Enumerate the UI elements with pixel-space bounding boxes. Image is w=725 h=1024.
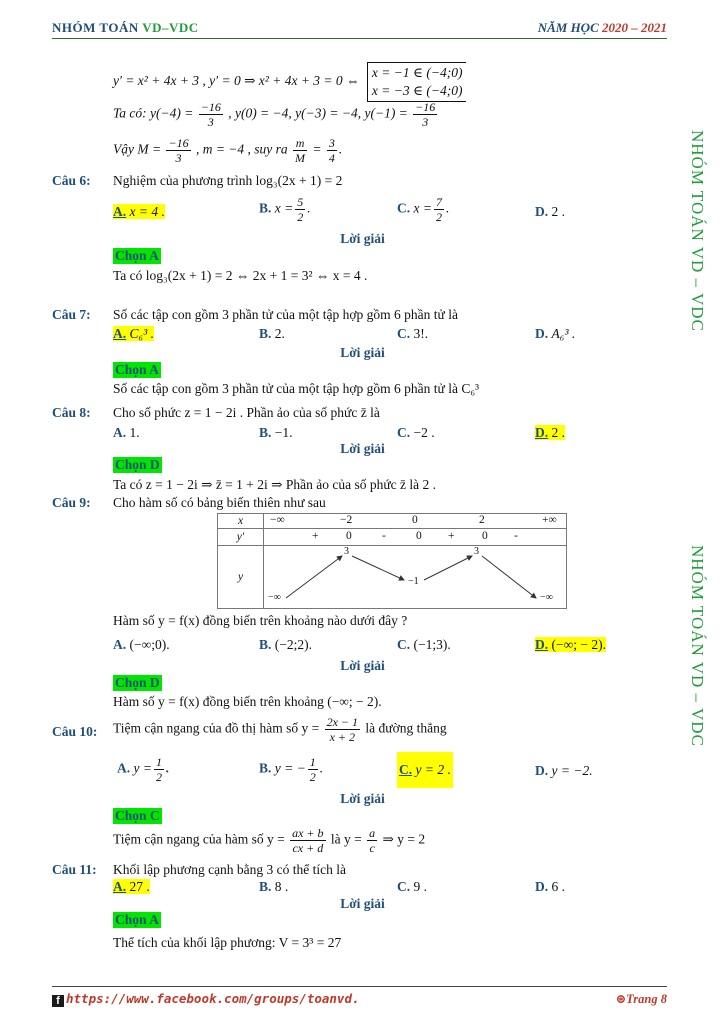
- vt-y-row: [264, 546, 567, 609]
- intro-conclusion-line: Vậy M = $\frac{-16}{3}$ , m = −4 , suy ra $\frac{m}{M}$ = $\frac{3}{4}$ .: [113, 136, 343, 165]
- option-letter: C.: [397, 425, 411, 440]
- q8-text: Cho số phức z = 1 − 2i . Phần ảo của số phức z̄ là: [113, 405, 380, 420]
- vt-y-1: −∞: [268, 592, 281, 603]
- q7-text: Số các tập con gồm 3 phần tử của một tập hợp gồm 6 phần tử là: [113, 307, 458, 322]
- vt-sign-3: -: [382, 530, 386, 542]
- fraction-numerator: m: [293, 136, 307, 151]
- q8-answer-badge: Chọn D: [115, 457, 160, 472]
- intro-values-text-b: , y(0) = −4, y(−3) = −4, y(−1) =: [228, 105, 408, 121]
- q8-option-d[interactable]: [535, 425, 565, 441]
- q10-function-fraction: [325, 715, 360, 744]
- vt-x-1: −∞: [270, 514, 285, 526]
- intro-ratio-value: [327, 136, 337, 165]
- q10-answer-badge: Chọn C: [115, 808, 160, 823]
- option-text: −2 .: [413, 425, 435, 440]
- option-text: 8 .: [274, 879, 289, 894]
- q9-prompt: Hàm số y = f(x) đồng biến trên khoảng nào dưới đây ?: [113, 613, 408, 628]
- vt-arrow-down-1: [352, 556, 404, 580]
- variation-table: [217, 513, 567, 609]
- q9-option-c[interactable]: [397, 637, 451, 653]
- vt-sign-1: +: [312, 530, 319, 542]
- q11-answer-badge: Chọn A: [115, 912, 159, 927]
- q9-solution-heading: Lời giải: [340, 658, 385, 673]
- intro-conclusion-text-a: Vậy M =: [113, 141, 162, 157]
- footer-page-number: [616, 991, 667, 1007]
- q7-option-b[interactable]: [259, 326, 285, 342]
- fraction-denominator: 2: [435, 210, 442, 224]
- option-letter: C.: [397, 879, 411, 894]
- header-left-text: NHÓM TOÁN: [52, 20, 143, 35]
- vt-x-3: 0: [412, 514, 418, 526]
- option-text: (−2;2).: [274, 637, 312, 652]
- option-letter: D.: [535, 204, 549, 219]
- q8-option-c[interactable]: [397, 425, 435, 441]
- q9-answer-badge: Chọn D: [115, 675, 160, 690]
- vt-x-label: x: [218, 514, 264, 529]
- q6-option-c[interactable]: C. x = $\frac{7}{2}$ .: [397, 195, 450, 224]
- option-letter: A.: [113, 204, 127, 219]
- fraction-numerator: 1: [309, 755, 316, 769]
- option-letter: A.: [117, 760, 131, 776]
- q6-label: Câu 6:: [52, 173, 91, 188]
- vt-y-4: 3: [474, 546, 479, 557]
- intro-derivative-line: [113, 62, 466, 102]
- q8-label: Câu 8:: [52, 405, 91, 420]
- option-letter: B.: [259, 637, 272, 652]
- intro-values-line: [113, 100, 439, 129]
- q6-option-b[interactable]: B. x = $\frac{5}{2}$ .: [259, 195, 311, 224]
- q10-text-a: Tiệm cận ngang của đồ thị hàm số y =: [113, 720, 320, 736]
- option-letter: C.: [397, 637, 411, 652]
- vt-y-label: y: [218, 546, 264, 609]
- header-right-text: NĂM HỌC: [537, 20, 602, 35]
- option-text: y = 2 .: [415, 762, 451, 777]
- q11-option-c[interactable]: [397, 879, 427, 895]
- q8-solution-text: Ta có z = 1 − 2i ⇒ z̄ = 1 + 2i ⇒ Phần ảo của số phức z̄ là 2 .: [113, 477, 436, 492]
- fraction-denominator: c: [369, 841, 375, 855]
- option-text: 27 .: [129, 879, 150, 894]
- option-letter: B.: [259, 879, 272, 894]
- intro-system-root1: x = −1 ∈ (−4;0): [371, 65, 463, 80]
- vt-x-4: 2: [479, 514, 485, 526]
- footer-facebook-link[interactable]: [52, 991, 360, 1007]
- option-text: 1.: [129, 425, 140, 440]
- vt-y-5: −∞: [540, 592, 553, 603]
- option-fraction: [295, 195, 305, 224]
- q6-option-a[interactable]: [113, 204, 165, 220]
- q6-answer-badge: Chọn A: [115, 248, 159, 263]
- option-fraction: [154, 755, 164, 784]
- fraction-denominator: 3: [422, 115, 429, 129]
- option-text: (−∞; − 2).: [551, 637, 606, 652]
- fraction-denominator: cx + d: [292, 841, 324, 855]
- q11-label: Câu 11:: [52, 862, 97, 877]
- q11-option-d[interactable]: [535, 879, 565, 895]
- q9-option-b[interactable]: [259, 637, 312, 653]
- fraction-numerator: −16: [415, 100, 436, 114]
- q10-sol-fraction: [290, 826, 325, 855]
- option-text: 2.: [274, 326, 285, 341]
- intro-system-bracket: [367, 62, 467, 102]
- q11-solution-text: Thể tích của khối lập phương: V = 3³ = 27: [113, 935, 342, 950]
- q11-option-b[interactable]: [259, 879, 288, 895]
- fraction-denominator: 3: [175, 151, 182, 165]
- header-school-year: [538, 20, 667, 36]
- vt-arrow-up-2: [424, 556, 472, 580]
- q10-sol-text-b: là y =: [330, 831, 362, 847]
- option-fraction: [308, 755, 318, 784]
- q10-option-c[interactable]: [397, 752, 453, 788]
- vt-y-3: −1: [408, 576, 419, 587]
- q9-text: Cho hàm số có bảng biến thiên như sau: [113, 495, 326, 510]
- q9-solution-text: Hàm số y = f(x) đồng biến trên khoảng (−∞; − 2).: [113, 694, 382, 709]
- option-text: y = −2.: [551, 763, 593, 778]
- footer-link-text: https://www.facebook.com/groups/toanvd.: [66, 991, 360, 1006]
- fraction-denominator: x + 2: [329, 730, 356, 744]
- fraction-numerator: 5: [297, 195, 304, 209]
- q7-solution-heading: Lời giải: [340, 345, 385, 360]
- q7-solution-text: Số các tập con gồm 3 phần tử của một tập hợp gồm 6 phần tử là C₆³: [113, 381, 480, 396]
- intro-conclusion-text-b: , m = −4 , suy ra: [195, 141, 288, 157]
- q10-solution-text: [113, 826, 425, 855]
- vt-arrow-up-1: [286, 556, 342, 598]
- vt-arrow-down-2: [482, 556, 536, 598]
- q9-option-d[interactable]: [535, 637, 606, 653]
- q7-option-c[interactable]: [397, 326, 428, 342]
- q6-text: Nghiệm của phương trình log₃(2x + 1) = 2: [113, 173, 343, 188]
- option-letter: B.: [259, 425, 272, 440]
- q10-option-d[interactable]: [535, 763, 593, 779]
- q11-solution-heading: Lời giải: [340, 896, 385, 911]
- q6-option-d[interactable]: [535, 204, 565, 220]
- intro-ratio: [293, 136, 307, 165]
- vt-x-row: [264, 514, 567, 529]
- page-icon: ⊛: [615, 992, 627, 1006]
- page-header: [52, 18, 667, 39]
- vt-sign-4: 0: [416, 530, 422, 542]
- q10-sol-text-a: Tiệm cận ngang của hàm số y =: [113, 831, 285, 847]
- vt-sign-5: +: [448, 530, 455, 542]
- header-group-name: [52, 20, 199, 36]
- intro-fraction-3: [166, 136, 190, 165]
- option-letter: A.: [113, 637, 127, 652]
- intro-ratio-equals: =: [312, 141, 322, 157]
- vt-y-2: 3: [344, 546, 349, 557]
- fraction-denominator: 2: [155, 770, 162, 784]
- fraction-numerator: 1: [155, 755, 162, 769]
- q7-option-a[interactable]: [113, 326, 154, 342]
- q11-option-a[interactable]: [113, 879, 150, 895]
- option-letter: D.: [535, 879, 549, 894]
- header-right-year: 2020 – 2021: [602, 20, 667, 35]
- fraction-numerator: ax + b: [292, 826, 324, 840]
- q6-solution-heading: Lời giải: [340, 231, 385, 246]
- option-fraction: [434, 195, 444, 224]
- q8-option-b[interactable]: [259, 425, 293, 441]
- intro-derivative-text: y′ = x² + 4x + 3 , y′ = 0 ⇒ x² + 4x + 3 = 0 ⇔: [113, 73, 360, 89]
- q10-option-b[interactable]: B. y = − $\frac{1}{2}$ .: [259, 755, 324, 784]
- q10-text: [113, 715, 447, 744]
- q11-text: Khối lập phương cạnh bằng 3 có thể tích là: [113, 862, 347, 877]
- fraction-denominator: 2: [309, 770, 316, 784]
- facebook-icon: f: [52, 995, 64, 1007]
- fraction-numerator: −16: [168, 136, 189, 150]
- fraction-numerator: −16: [200, 100, 221, 114]
- footer-page-text: Trang 8: [626, 992, 667, 1006]
- fraction-denominator: 3: [207, 115, 214, 129]
- q6-solution-text: Ta có log₃(2x + 1) = 2 ⇔ 2x + 1 = 3² ⇔ x = 4 .: [113, 268, 368, 283]
- fraction-denominator: M: [295, 151, 306, 165]
- q9-label: Câu 9:: [52, 495, 91, 510]
- q10-text-b: là đường thẳng: [365, 720, 447, 736]
- option-letter: A.: [113, 326, 127, 341]
- q7-answer-badge: Chọn A: [115, 362, 159, 377]
- option-text: (−1;3).: [413, 637, 451, 652]
- option-text: 2 .: [551, 204, 565, 219]
- q7-option-d[interactable]: [535, 326, 575, 342]
- option-letter: C.: [397, 326, 411, 341]
- vt-yp-row: [264, 529, 567, 546]
- option-letter: B.: [259, 326, 272, 341]
- vt-x-5: +∞: [542, 514, 557, 526]
- option-text: x =: [274, 200, 294, 216]
- fraction-denominator: 4: [328, 151, 335, 165]
- option-letter: A.: [113, 879, 127, 894]
- option-text: x =: [413, 200, 432, 216]
- vt-x-2: −2: [340, 514, 353, 526]
- option-text: y = −: [274, 760, 306, 776]
- option-letter: D.: [535, 326, 549, 341]
- intro-system-root2: x = −3 ∈ (−4;0): [371, 83, 463, 98]
- option-text: (−∞;0).: [129, 637, 170, 652]
- option-text: x = 4 .: [129, 204, 165, 219]
- intro-values-text-a: Ta có: y(−4) =: [113, 105, 194, 121]
- vt-sign-7: -: [514, 530, 518, 542]
- q7-label: Câu 7:: [52, 307, 91, 322]
- option-text: 6 .: [551, 879, 565, 894]
- option-letter: C.: [397, 200, 411, 216]
- q8-solution-heading: Lời giải: [340, 441, 385, 456]
- q10-sol-text-c: ⇒ y = 2: [382, 831, 426, 847]
- side-watermark-top: NHÓM TOÁN VD – VDC: [688, 130, 707, 332]
- option-letter: C.: [399, 762, 413, 777]
- vt-sign-6: 0: [482, 530, 488, 542]
- option-text: 9 .: [413, 879, 427, 894]
- fraction-numerator: 3: [328, 136, 335, 150]
- q8-option-a[interactable]: [113, 425, 140, 441]
- option-letter: B.: [259, 200, 272, 216]
- option-letter: D.: [535, 763, 549, 778]
- q10-option-a[interactable]: A. y = $\frac{1}{2}$ .: [117, 755, 170, 784]
- page-footer: [52, 986, 667, 1007]
- option-letter: D.: [535, 637, 549, 652]
- side-watermark-bottom: NHÓM TOÁN VD – VDC: [688, 545, 707, 747]
- vt-yp-label: y′: [218, 529, 264, 546]
- option-letter: B.: [259, 760, 272, 776]
- option-letter: A.: [113, 425, 127, 440]
- intro-fraction-2: [413, 100, 437, 129]
- fraction-denominator: 2: [297, 210, 304, 224]
- q10-solution-heading: Lời giải: [340, 791, 385, 806]
- vt-sign-2: 0: [346, 530, 352, 542]
- header-left-brand: VD–VDC: [142, 20, 199, 35]
- fraction-numerator: 7: [435, 195, 442, 209]
- option-text: 3!.: [413, 326, 429, 341]
- intro-fraction-1: [199, 100, 223, 129]
- option-text: 2 .: [551, 425, 565, 440]
- option-text: A₆³ .: [551, 326, 576, 341]
- option-letter: D.: [535, 425, 549, 440]
- option-text: C₆³ .: [129, 326, 154, 341]
- fraction-numerator: 2x − 1: [326, 715, 359, 729]
- fraction-numerator: a: [369, 826, 376, 840]
- q9-option-a[interactable]: [113, 637, 170, 653]
- option-text: −1.: [274, 425, 293, 440]
- q10-label: Câu 10:: [52, 724, 98, 739]
- q10-sol-fraction-2: [367, 826, 377, 855]
- option-text: y =: [133, 760, 152, 776]
